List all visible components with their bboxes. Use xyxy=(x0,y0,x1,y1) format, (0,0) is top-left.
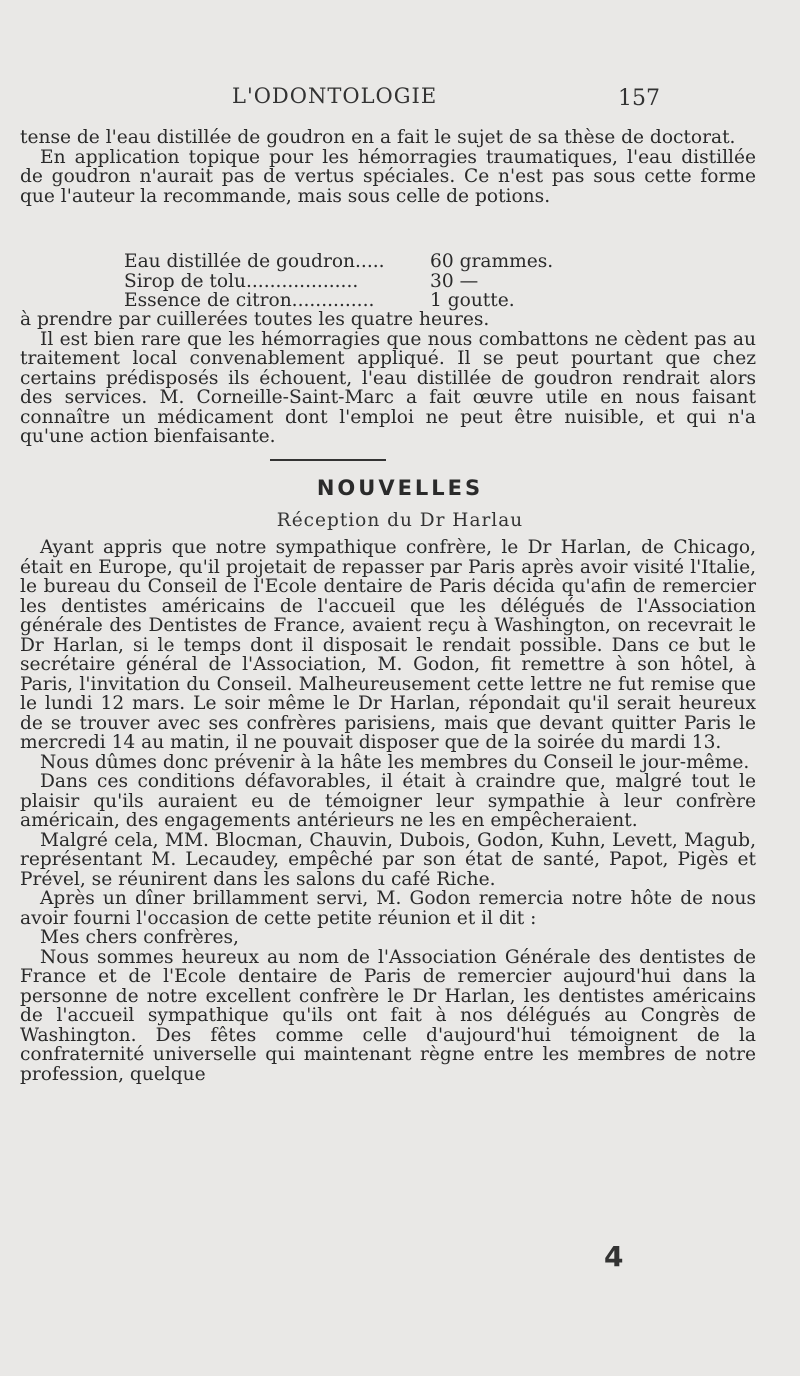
recipe-row xyxy=(124,291,644,311)
intro-paragraph-1: tense de l'eau distillée de goudron en a fait le sujet de sa thèse de doctorat. xyxy=(20,127,736,148)
recipe-row xyxy=(124,272,644,292)
running-title: L'ODONTOLOGIE xyxy=(232,84,438,108)
news-paragraph-7: Nous sommes heureux au nom de l'Association Générale des dentistes de France et de l'Ecole dentaire de Paris de remercier aujourd'hui dans la personne de notre excellent confrère le Dr Harlan, les dentistes américains de l'accueil sympathique qu'ils ont fait à nos délégués au Congrès de Washington. Des fêtes comme celle d'aujourd'hui témoignent de la confraternité universelle qui maintenant règne entre les membres de notre profession, quelque xyxy=(20,946,756,1085)
recipe-quantity: 60 grammes. xyxy=(430,251,554,272)
signature-mark: 4 xyxy=(604,1240,624,1273)
recipe-list xyxy=(124,252,644,311)
recipe-row xyxy=(124,252,644,272)
news-paragraph-6: Mes chers confrères, xyxy=(40,927,239,948)
after-recipe-block xyxy=(20,310,756,447)
section-divider xyxy=(270,459,386,461)
recipe-ingredient: Eau distillée de goudron..... xyxy=(124,252,385,272)
section-subtitle: Réception du Dr Harlau xyxy=(276,510,524,531)
news-block xyxy=(20,538,756,1084)
news-paragraph-1: Ayant appris que notre sympathique confrère, le Dr Harlan, de Chicago, était en Europe, qu'il projetait de repasser par Paris après avoir visité l'Italie, le bureau du Conseil de l'Ecole dentaire de Paris décida qu'afin de remercier les dentistes américains de l'accueil que les délégués de l'Association générale des Dentistes de France, avaient reçu à Washington, on recevrait le Dr Harlan, si le temps dont il disposait le rendait possible. Dans ce but le secrétaire général de l'Association, M. Godon, fit remettre à son hôtel, à Paris, l'invitation du Conseil. Malheureusement cette lettre ne fut remise que le lundi 12 mars. Le soir même le Dr Harlan, répondait qu'il serait heureux de se trouver avec ses confrères parisiens, mais que devant quitter Paris le mercredi 14 au matin, il ne pouvait disposer que de la soirée du mardi 13. xyxy=(20,537,756,753)
recipe-quantity: 30 — xyxy=(430,270,479,292)
news-paragraph-4: Malgré cela, MM. Blocman, Chauvin, Dubois, Godon, Kuhn, Levett, Magub, représentant M. Lecaudey, empêché par son état de santé, Papot, Pigès et Prével, se réunirent dans les salons du café Riche. xyxy=(20,829,756,890)
recipe-ingredient: Sirop de tolu................... xyxy=(124,271,359,291)
recipe-quantity: 1 goutte. xyxy=(430,290,515,311)
dosage-line: à prendre par cuillerées toutes les quatre heures. xyxy=(20,309,490,330)
news-paragraph-3: Dans ces conditions défavorables, il était à craindre que, malgré tout le plaisir qu'ils auraient eu de témoigner leur sympathie à leur confrère américain, des engagements antérieurs ne les en empêcheraient. xyxy=(20,771,756,831)
section-title: NOUVELLES xyxy=(316,476,484,500)
news-paragraph-5: Après un dîner brillamment servi, M. Godon remercia notre hôte de nous avoir fourni l'occasion de cette petite réunion et il dit : xyxy=(20,888,756,929)
conclusion-paragraph: Il est bien rare que les hémorragies que nous combattons ne cèdent pas au traitement local convenablement appliqué. Il se peut pourtant que chez certains prédisposés ils échouent, l'eau distillée de goudron rendrait alors des services. M. Corneille-Saint-Marc a fait œuvre utile en nous faisant connaître un médicament dont l'emploi ne peut être nuisible, et qui n'a qu'une action bienfaisante. xyxy=(20,328,756,447)
news-paragraph-2: Nous dûmes donc prévenir à la hâte les membres du Conseil le jour-même. xyxy=(40,751,750,773)
intro-paragraph-2: En application topique pour les hémorragies traumatiques, l'eau distillée de goudron n'aurait pas de vertus spéciales. Ce n'est pas sous cette forme que l'auteur la recommande, mais sous celle de potions. xyxy=(20,146,756,207)
intro-block xyxy=(20,128,756,206)
page-header xyxy=(0,84,800,114)
page-number: 157 xyxy=(618,86,660,111)
recipe-ingredient: Essence de citron.............. xyxy=(124,291,375,311)
